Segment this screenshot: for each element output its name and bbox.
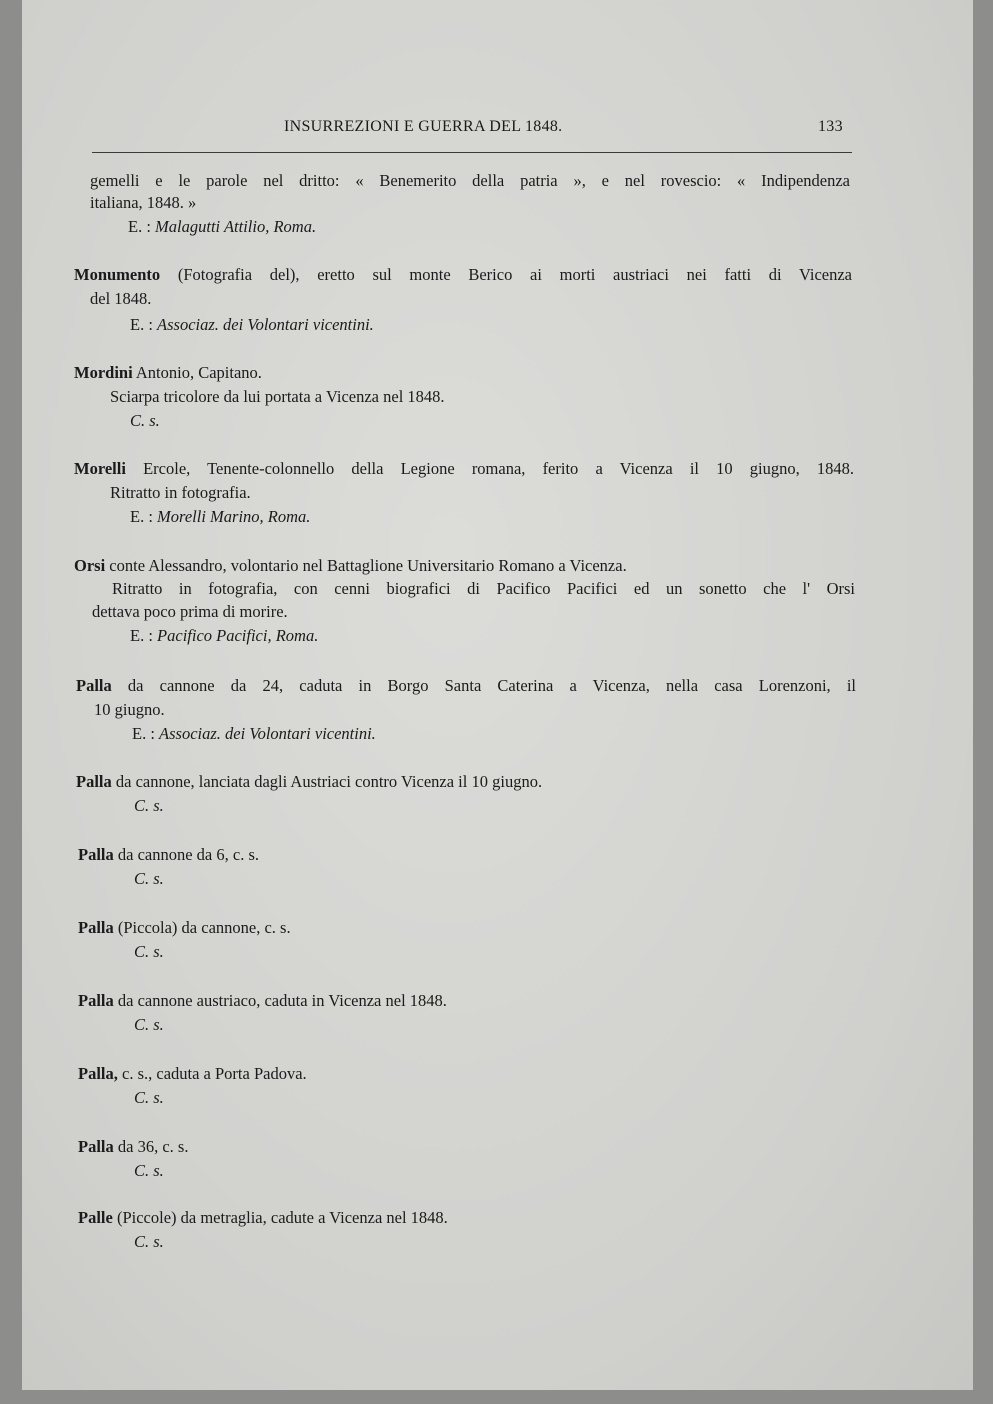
entry-text: Antonio, Capitano. [135, 363, 262, 382]
entry-line: Ritratto in fotografia. [110, 483, 251, 502]
entry-keyword: Palla [76, 676, 112, 695]
source-prefix: E. : [130, 507, 153, 526]
entry-line [78, 1063, 307, 1085]
entry-source: C. s. [134, 1161, 164, 1180]
entry-text: da cannone da 24, caduta in Borgo Santa Caterina a Vicenza, nella casa Lorenzoni, il [127, 676, 857, 695]
entry-source: C. s. [134, 942, 164, 961]
entry-line: gemelli e le parole nel dritto: « Benemerito della patria », e nel rovescio: « Indipendenza [90, 171, 850, 190]
entry-line [74, 458, 854, 480]
entry-line: Ritratto in fotografia, con cenni biografici di Pacifico Pacifici ed un sonetto che l' Orsi [112, 579, 855, 598]
entry-text: (Piccola) da cannone, c. s. [117, 918, 291, 937]
entry-keyword: Palla [78, 991, 114, 1010]
entry-text: da cannone, lanciata dagli Austriaci contro Vicenza il 10 giugno. [115, 772, 543, 791]
entry-text: (Fotografia del), eretto sul monte Berico ai morti austriaci nei fatti di Vicenza [177, 265, 852, 284]
entry-line [74, 362, 262, 384]
source-name: Associaz. dei Volontari vicentini. [157, 315, 374, 334]
source-name: Associaz. dei Volontari vicentini. [159, 724, 376, 743]
header-rule [92, 152, 852, 153]
source-name: Malagutti Attilio, Roma. [155, 217, 317, 236]
entry-line: del 1848. [90, 289, 152, 308]
running-title: INSURREZIONI E GUERRA DEL 1848. [284, 118, 563, 135]
entry-line: dettava poco prima di morire. [92, 602, 288, 621]
entry-keyword: Palla [78, 1137, 114, 1156]
entry-line: 10 giugno. [94, 700, 165, 719]
entry-line: italiana, 1848. » [90, 193, 197, 212]
source-prefix: E. : [132, 724, 155, 743]
entry-text: (Piccole) da metraglia, cadute a Vicenza nel 1848. [116, 1208, 448, 1227]
source-name: Morelli Marino, Roma. [157, 507, 311, 526]
document-page [22, 0, 973, 1390]
entry-keyword: Palla [76, 772, 112, 791]
entry-keyword: Monumento [74, 265, 161, 284]
entry-source [130, 314, 374, 336]
source-prefix: E. : [130, 315, 153, 334]
entry-text: Ercole, Tenente-colonnello della Legione romana, ferito a Vicenza il 10 giugno, 1848. [143, 459, 855, 478]
entry-keyword: Palla, [78, 1064, 118, 1083]
entry-line [74, 555, 627, 577]
entry-line [78, 844, 259, 866]
entry-text: da cannone austriaco, caduta in Vicenza nel 1848. [117, 991, 447, 1010]
entry-keyword: Palla [78, 845, 114, 864]
entry-line [74, 264, 852, 286]
source-prefix: E. : [130, 626, 153, 645]
entry-source: C. s. [130, 411, 160, 430]
entry-keyword: Orsi [74, 556, 106, 575]
entry-line [78, 1136, 188, 1158]
entry-keyword: Palla [78, 918, 114, 937]
entry-source [128, 216, 316, 238]
entry-source: C. s. [134, 1015, 164, 1034]
entry-source [132, 723, 376, 745]
entry-text: da cannone da 6, c. s. [117, 845, 259, 864]
entry-text: c. s., caduta a Porta Padova. [122, 1064, 307, 1083]
entry-source [130, 506, 310, 528]
source-prefix: E. : [128, 217, 151, 236]
entry-text: da 36, c. s. [117, 1137, 189, 1156]
entry-source: C. s. [134, 1232, 164, 1251]
entry-line [76, 675, 856, 697]
entry-line [78, 990, 447, 1012]
entry-keyword: Palle [78, 1208, 113, 1227]
entry-text: conte Alessandro, volontario nel Battaglione Universitario Romano a Vicenza. [109, 556, 627, 575]
running-header [22, 118, 973, 142]
source-name: Pacifico Pacifici, Roma. [157, 626, 319, 645]
entry-source: C. s. [134, 796, 164, 815]
entry-line [76, 771, 542, 793]
entry-line [78, 1207, 448, 1229]
entry-source: C. s. [134, 869, 164, 888]
entry-line: Sciarpa tricolore da lui portata a Vicenza nel 1848. [110, 387, 445, 406]
entry-keyword: Mordini [74, 363, 133, 382]
entry-source [130, 625, 318, 647]
page-number: 133 [818, 118, 843, 135]
entry-keyword: Morelli [74, 459, 126, 478]
entry-line [78, 917, 291, 939]
entry-source: C. s. [134, 1088, 164, 1107]
